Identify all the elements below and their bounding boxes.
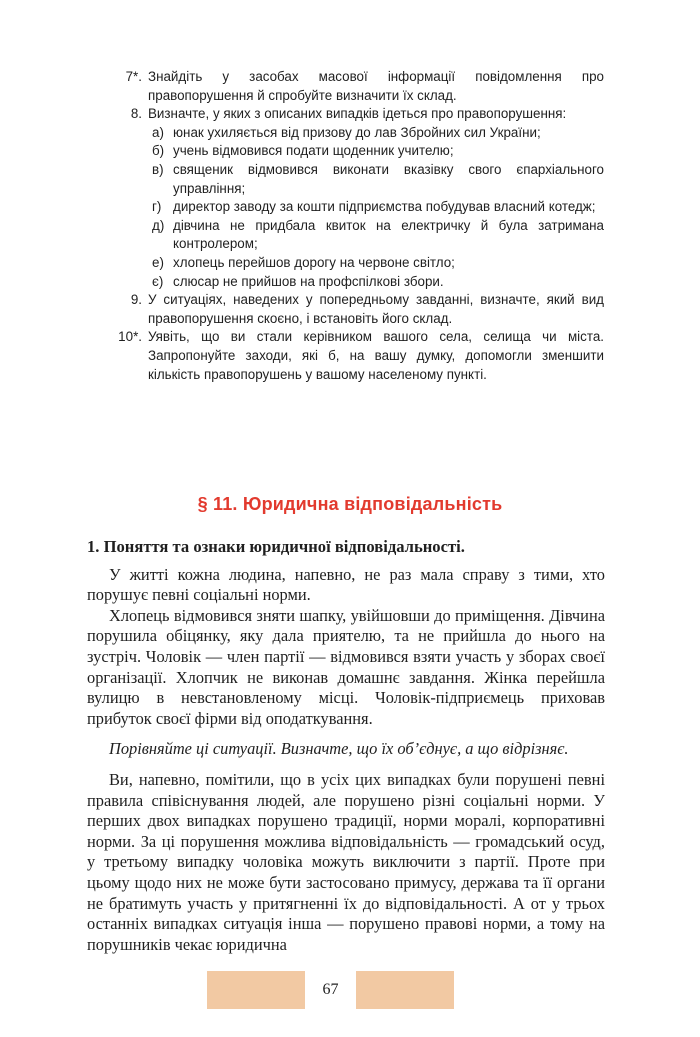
section-body (87, 537, 605, 955)
subitem-letter: а) (152, 124, 164, 140)
task-item (118, 291, 604, 328)
section-title: § 11. Юридична відповідальність (197, 494, 503, 514)
task-subitem (148, 198, 604, 217)
subitem-letter: г) (152, 199, 162, 215)
subheading: 1. Поняття та ознаки юридичної відповідальності. (87, 537, 465, 556)
subitem-text: хлопець перейшов дорогу на червоне світло; (173, 254, 455, 270)
page-number: 67 (322, 981, 339, 998)
paragraph: Хлопець відмовився зняти шапку, увійшовши до приміщення. Дівчина порушила обіцянку, яку дала приятелю, та не прийшла до нього на зустріч. Чоловік — член партії — відмовився взяти участь у зборах своєї організації. Хлопчик не виконав домашнє завдання. Жінка перейшла вулицю в невстановленому місці. Чоловік-підприємець приховав прибуток своєї фірми від оподаткування. (87, 605, 605, 728)
exercise-list (118, 68, 604, 384)
task-text: У ситуаціях, наведених у попередньому завданні, визначте, який вид правопорушення скоєно, і встановіть його склад. (148, 292, 604, 326)
footer-bar-left (207, 971, 305, 1009)
task-subitem (148, 217, 604, 254)
task-number: 7*. (125, 69, 142, 84)
subitem-text: юнак ухиляється від призову до лав Збройних сил України; (173, 124, 541, 140)
task-item (118, 328, 604, 384)
subitem-text: слюсар не прийшов на профспілкові збори. (173, 273, 444, 289)
task-text: Уявіть, що ви стали керівником вашого села, селища чи міста. Запропонуйте заходи, які б, на вашу думку, допомогли зменшити кількість правопорушень у вашому населеному пункті. (148, 329, 604, 382)
paragraph: У житті кожна людина, напевно, не раз мала справу з тими, хто порушує певні соціальні норми. (87, 564, 605, 605)
task-subitem (148, 161, 604, 198)
subitem-text: учень відмовився подати щоденник учителю; (173, 143, 454, 159)
paragraph: Ви, напевно, помітили, що в усіх цих випадках були порушені певні правила співіснування людей, але порушено різні соціальні норми. У перших двох випадках порушено традиції, норми моралі, корпоративні норми. За ці порушення можлива відповідальність — громадський осуд, у третьому випадку чоловіка можуть виключити з партії. Проте при цьому щодо них не може бути застосовано примусу, держава та її органи не братимуть участь у притягненні їх до відповідальності. А от у трьох останніх випадках ситуація інша — порушено правові норми, а тому на порушників чекає юридична (87, 769, 605, 954)
task-subitem (148, 254, 604, 273)
subitem-letter: е) (152, 254, 164, 270)
task-item (118, 68, 604, 105)
subitem-letter: д) (152, 217, 165, 233)
task-subitem (148, 142, 604, 161)
task-subitem (148, 273, 604, 292)
task-subitem (148, 124, 604, 143)
task-text: Визначте, у яких з описаних випадків ідеться про правопорушення: (148, 106, 567, 122)
subitem-text: дівчина не придбала квиток на електричку й була затримана контролером; (173, 217, 604, 252)
task-number: 9. (130, 292, 142, 308)
footer-bar-right (356, 971, 454, 1009)
subitem-text: священик відмовився виконати вказівку свого єпархіального управління; (173, 161, 604, 196)
subitem-letter: б) (152, 143, 165, 159)
subitem-text: директор заводу за кошти підприємства побудував власний котедж; (173, 199, 596, 215)
subitem-letter: є) (152, 273, 164, 289)
task-number: 8. (130, 106, 142, 122)
task-number: 10*. (118, 329, 142, 345)
task-text: Знайдіть у засобах масової інформації повідомлення про правопорушення й спробуйте визначити їх склад. (148, 69, 604, 103)
subitem-letter: в) (152, 161, 164, 177)
task-item (118, 105, 604, 124)
italic-task: Порівняйте ці ситуації. Визначте, що їх об’єднує, а що відрізняє. (109, 739, 569, 759)
